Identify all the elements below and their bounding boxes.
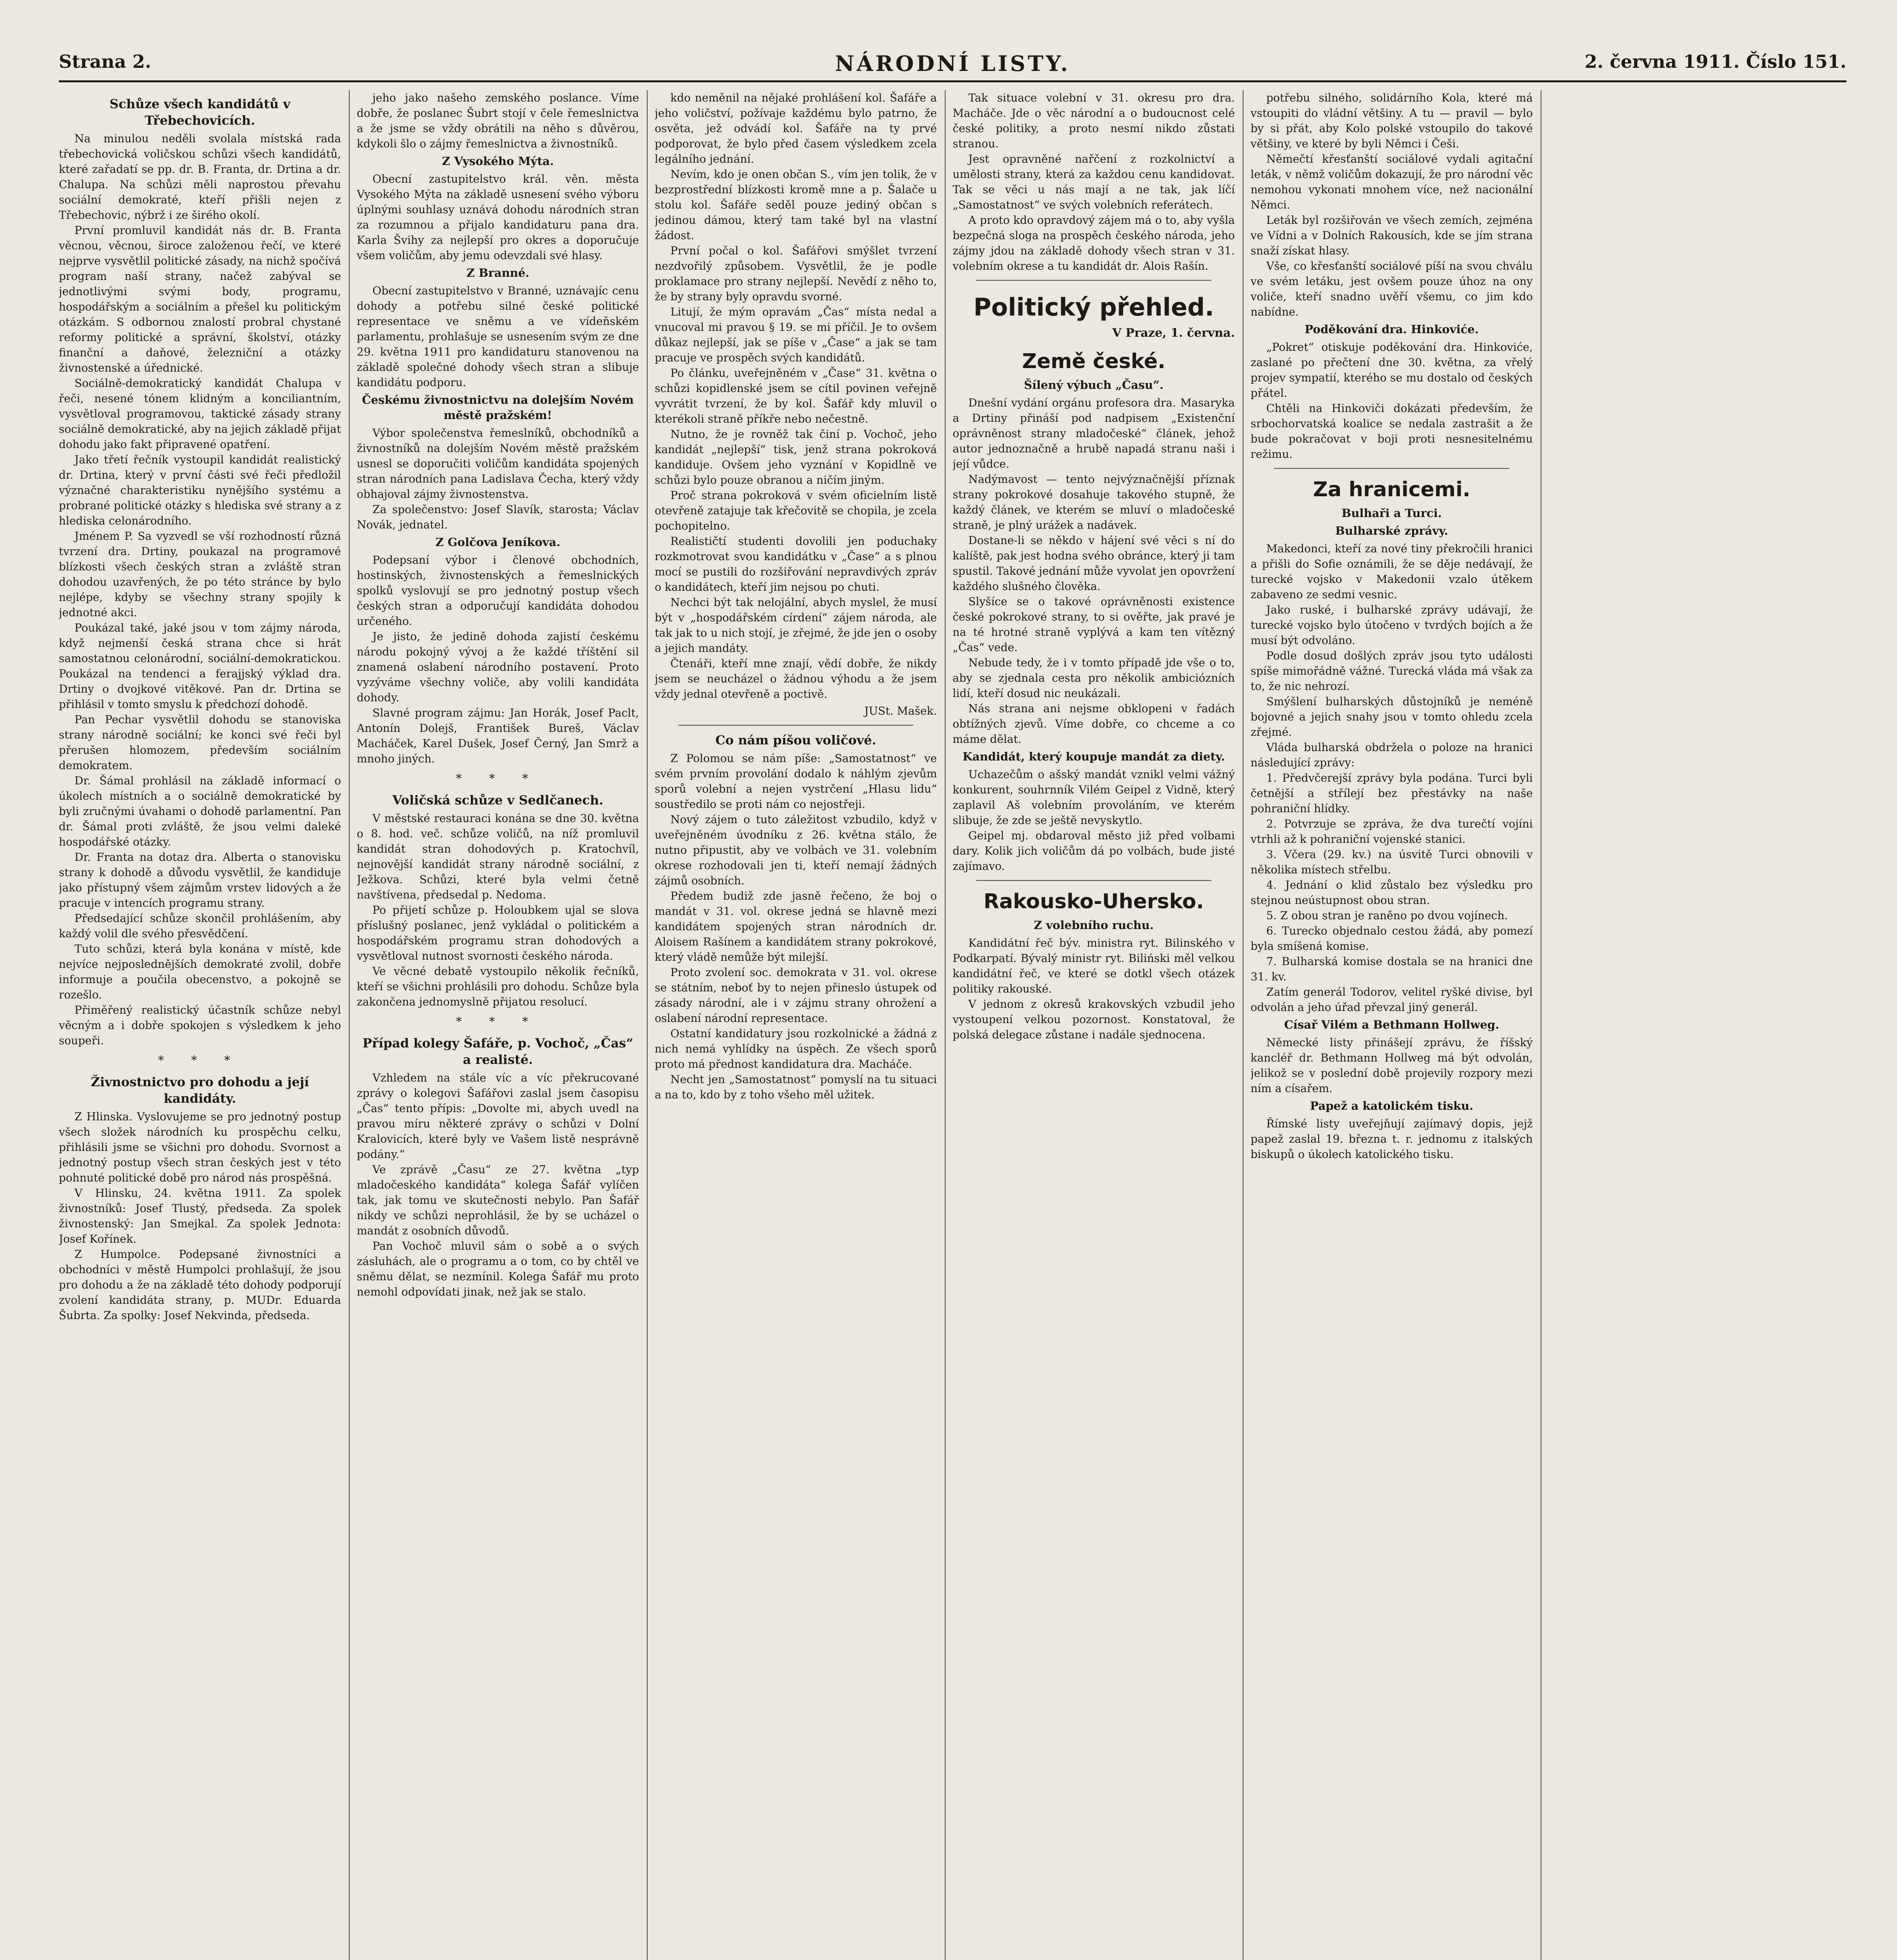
article-subheading: Císař Vilém a Bethmann Hollweg.	[1284, 1018, 1499, 1031]
paper-title: NÁRODNÍ LISTY.	[835, 51, 1071, 76]
section-divider	[976, 880, 1211, 881]
article-paragraph: Nebude tedy, že i v tomto případě jde vše o to, aby se zjednala cesta pro několik ambiciózních lidí, kteří dosud nic neukázali.	[953, 656, 1235, 700]
article-paragraph: Zatím generál Todorov, velitel ryšké divise, byl odvolán a jeho úřad převzal jiný generál.	[1251, 985, 1533, 1014]
article-paragraph: Dr. Franta na dotaz dra. Alberta o stanovisku strany k dohodě a důvodu vysvětlil, že kandiduje jako přístupný všem zájmům vrstev lidových a že pracuje v intencích programu strany.	[59, 851, 341, 909]
article-paragraph: Slavné program zájmu: Jan Horák, Josef Paclt, Antonín Dolejš, František Bureš, Václav Macháček, Karel Dušek, Josef Černý, Jan Smrž a mnoho jiných.	[357, 706, 639, 765]
article-paragraph: Z Polomou se nám píše: „Samostatnost“ ve svém prvním provolání dodalo k náhlým zjevům sporů volební a nejen vystrčení „Hlasu lidu“ soustředilo se proti nám co nejostřeji.	[655, 752, 937, 811]
article-heading: Co nám píšou voličové.	[715, 733, 877, 748]
section-separator: * * *	[456, 1015, 540, 1029]
article-paragraph: Jménem P. Sa vyzvedl se vší rozhodností různá tvrzení dra. Drtiny, poukazal na programové blízkosti všech českých stran a zvláště stran dohodou uzavřených, že po této stránce by bylo nejlépe, kdyby se všechny strany spojily k jednotné akci.	[59, 530, 341, 619]
article-paragraph: Uchazečům o ašský mandát vznikl velmi vážný konkurent, souhrnník Vilém Geipel z Vidně, který zaplavil Aš volebním provoláním, ve kterém slibuje, že zde se ještě nevyskytlo.	[953, 768, 1235, 827]
article-paragraph: Sociálně-demokratický kandidát Chalupa v řeči, nesené tónem klidným a konciliantním, vysvětloval programovou, taktické zásady strany sociálně demokratické, aby na jejich základě přijat dohodu jako fakt připravené opatření.	[59, 377, 341, 451]
article-paragraph: Vše, co křesťanští sociálové píší na svou chválu ve svém letáku, jest ovšem pouze úhoz na ony voliče, kteří snadno uvěří všemu, co jim kdo nabídne.	[1251, 260, 1533, 318]
article-paragraph: Proč strana pokroková v svém oficielním listě otevřeně zatajuje tak křečovitě se chopila, je zcela pochopitelno.	[655, 489, 937, 532]
article-paragraph: Nový zájem o tuto záležitost vzbudilo, když v uveřejněném úvodníku z 26. května stálo, že nutno připustit, aby ve volbách ve 31. volebním okrese rozhodovali jen ti, kteří nemají žádných zájmů osobních.	[655, 813, 937, 887]
article-paragraph: Dostane-li se někdo v hájení své věci s ní do kalíště, pak jest hodna svého obránce, který ji tam spustil. Takové jednání může vyvolat jen opovržení každého slušného člověka.	[953, 534, 1235, 593]
article-paragraph: Tak situace volební v 31. okresu pro dra. Macháče. Jde o věc národní a o budoucnost celé české politiky, a proto nesmí nikdo zůstati stranou.	[953, 91, 1235, 150]
article-paragraph: Předsedající schůze skončil prohlášením, aby každý volil dle svého přesvědčení.	[59, 912, 341, 940]
article-paragraph: Jako ruské, i bulharské zprávy udávají, že turecké vojsko bylo útočeno v tvrdých bojích a že musí být odvoláno.	[1251, 603, 1533, 647]
section-title-czech-lands: Země české.	[1022, 350, 1165, 373]
article-paragraph: Geipel mj. obdaroval město již před volbami dary. Kolik jich voličům dá po volbách, bude jisté zajímavo.	[953, 829, 1235, 873]
article-subheading: Českému živnostnictvu na dolejším Novém městě pražském!	[362, 393, 634, 422]
article-paragraph: Nutno, že je rovněž tak činí p. Vochoč, jeho kandidát „nejlepší“ tisk, jenž strana pokroková kandiduje. Ovšem jeho vyznání v Kopidlně ve schůzi bylo pouze obranou a ničím jiným.	[655, 428, 937, 486]
article-paragraph: Nadýmavost — tento nejvýznačnější příznak strany pokrokové dosahuje takového stupně, že každý článek, ve kterém se mluví o mladočeské straně, je plný urážek a nadávek.	[953, 473, 1235, 532]
article-paragraph: Obecní zastupitelstvo v Branné, uznávajíc cenu dohody a potřebu silné české politické representace ve sněmu a ve vídeňském parlamentu, prohlašuje se usnesením svým ze dne 29. května 1911 pro kandidaturu stanovenou na základě společné dohody všech stran a slibuje kandidátu podporu.	[357, 284, 639, 389]
article-paragraph: Jako třetí řečník vystoupil kandidát realistický dr. Drtina, který v první části své řeči předložil význačné charakteristiku nynějšího systému a probrané politické otázky s hlediska své strany a z hlediska celonárodního.	[59, 453, 341, 527]
article-paragraph: Ve zprávě „Času“ ze 27. května „typ mladočeského kandidáta“ kolega Šafář vylíčen tak, jak tomu ve skutečnosti nebylo. Pan Šafář nikdy ve schůzi neprohlásil, že by se ucházel o mandát z osobních důvodů.	[357, 1163, 639, 1237]
article-paragraph: Slyšíce se o takové oprávněnosti existence české pokrokové strany, to si ověřte, jak pravé je na té hrotné straně vyplývá a kam ten vítězný „Čas“ vede.	[953, 595, 1235, 654]
page-label: Strana 2.	[59, 51, 151, 72]
article-subheading: Papež a katolickém tisku.	[1310, 1099, 1474, 1112]
article-subheading: Bulharské zprávy.	[1335, 524, 1449, 537]
article-paragraph: Výbor společenstva řemeslníků, obchodníků a živnostníků na dolejším Novém městě pražském usnesl se doporučiti voličům kandidáta spojených stran národních pana Ladislava Čecha, který vždy obhajoval zájmy živnostenstva.	[357, 426, 639, 501]
masthead-rule	[59, 80, 1846, 82]
article-signature: JUSt. Mašek.	[864, 704, 937, 717]
article-subheading: Z Branné.	[466, 266, 530, 279]
masthead	[59, 51, 1846, 78]
article-paragraph: A proto kdo opravdový zájem má o to, aby vyšla bezpečná sloga na prospěch českého národa, jeho zájmy jdou na základě dohody všech stran v 31. volebním okrese a tu kandidát dr. Alois Rašín.	[953, 214, 1235, 272]
article-paragraph: Smýšlení bulharských důstojníků je neméně bojovné a jejich snahy jsou v tomto ohledu zcela zřejmé.	[1251, 695, 1533, 739]
article-paragraph: Čtenáři, kteří mne znají, vědí dobře, že nikdy jsem se neucházel o žádnou výhodu a že jsem vždy jednal otevřeně a poctivě.	[655, 657, 937, 701]
article-paragraph: Vláda bulharská obdržela o poloze na hranici následující zprávy:	[1251, 741, 1533, 769]
article-paragraph: Po článku, uveřejněném v „Čase“ 31. května o schůzi kopidlenské jsem se cítil povinen veřejně vyvrátit tvrzení, že by kol. Šafář kdy mluvil o kterékoli straně příkře nebo nečestně.	[655, 367, 937, 425]
section-title-abroad: Za hranicemi.	[1313, 478, 1470, 501]
article-paragraph: Vzhledem na stále víc a víc překrucované zprávy o kolegovi Šafářovi zaslal jsem časopisu „Čas“ tento přípis: „Dovolte mi, abych uvedl na pravou míru některé zprávy o schůzi v Dolní Kralovicích, které byly ve Vašem listě nesprávně podány.“	[357, 1071, 639, 1161]
section-divider	[678, 725, 913, 726]
column-divider	[945, 90, 946, 1960]
article-paragraph: Tuto schůzi, která byla konána v místě, kde nejvíce nejposlednějších demokraté zvolil, dobře informuje a poučila obecenstvo, a pokojně se rozešlo.	[59, 942, 341, 1001]
article-paragraph: Ve věcné debatě vystoupilo několik řečníků, kteří se všichni prohlásili pro dohodu. Schůze byla zakončena jednomyslně přijatou resolucí.	[357, 965, 639, 1008]
article-subheading: Bulhaři a Turci.	[1342, 506, 1442, 520]
section-title-austria-hungary: Rakousko-Uhersko.	[983, 890, 1204, 913]
article-paragraph: V městské restauraci konána se dne 30. května o 8. hod. več. schůze voličů, na níž promluvil kandidát stran dohodových p. Kratochvíl, nejnovější kandidát strany národně sociální, z Ježkova. Schůzi, které byla velmi četně navštívena, předsedal p. Nedoma.	[357, 812, 639, 901]
article-paragraph: Po přijetí schůze p. Holoubkem ujal se slova příslušný poslanec, jenž vykládal o politickém a hospodářském programu stran dohodových a vysvětloval nutnost svornosti českého národa.	[357, 904, 639, 962]
list-item: 7. Bulharská komise dostala se na hranici dne 31. kv.	[1251, 955, 1533, 983]
article-paragraph: Chtěli na Hinkoviči dokázati především, že srbochorvatská koalice se nedala zastrašit a že bude pokračovat v boji proti nesnesitelnému režimu.	[1251, 402, 1533, 461]
article-paragraph: Nás strana ani nejsme obklopeni v řadách obtížných zjevů. Víme dobře, co chceme a co máme dělat.	[953, 702, 1235, 746]
article-heading: Schůze všech kandidátů v Třebechovicích.	[109, 96, 290, 128]
article-paragraph: Makedonci, kteří za nové tiny překročili hranici a přišli do Sofie oznámili, že se děje nedávají, že turecké vojsko v Makedonii vzalo útěkem zabaveno ze sedmi vesnic.	[1251, 542, 1533, 601]
article-paragraph: První promluvil kandidát nás dr. B. Franta věcnou, věcnou, široce založenou řečí, ve které nejprve vysvětlil politické zásady, na nichž spočívá program naší strany, načež zabýval se jednotlivými svými body, programu, hospodářským a sociálním a přešel ku politickým otázkám. S odbornou znalostí probral chystané reformy politické a správní, školství, otázky finanční a daňové, železniční a otázky živnostenské a úřednické.	[59, 224, 341, 374]
list-item: 5. Z obou stran je raněno po dvou vojínech.	[1266, 909, 1508, 922]
column-3	[655, 90, 937, 1960]
column-4	[953, 90, 1235, 1960]
article-paragraph: V jednom z okresů krakovských vzbudil jeho vystoupení velkou pozornost. Konstatoval, že polská delegace zůstane i nadále sjednocena.	[953, 998, 1235, 1041]
article-subheading: Z Vysokého Mýta.	[442, 154, 554, 168]
issue-date: 2. června 1911. Číslo 151.	[1585, 51, 1846, 72]
article-paragraph: Realističtí studenti dovolili jen poduchaky rozkmotrovat svou kandidátku v „Čase“ a s plnou mocí se pustili do rozšiřování nepravdivých zpráv o kandidátech, kteří jim nejsou po chuti.	[655, 535, 937, 593]
article-subheading: Kandidát, který koupuje mandát za diety.	[962, 750, 1225, 763]
article-paragraph: Poukázal také, jaké jsou v tom zájmy národa, když nejmenší česká strana chce si hrát samostatnou celonárodní, sociální-demokratickou. Poukázal na tendenci a ferajjský výklad dra. Drtiny o dvojkové vitěkové. Pan dr. Drtina se přihlásil v tomto smyslu k předchozí dohodě.	[59, 621, 341, 711]
article-paragraph: Římské listy uveřejňují zajímavý dopis, jejž papež zaslal 19. března t. r. jednomu z italských biskupů o úkolech katolického tisku.	[1251, 1117, 1533, 1161]
section-divider	[1274, 468, 1509, 469]
column-1	[59, 90, 341, 1960]
article-paragraph: Za společenstvo: Josef Slavík, starosta; Václav Novák, jednatel.	[357, 503, 639, 531]
article-paragraph: Němečtí křesťanští sociálové vydali agitační leták, v němž voličům dokazují, že pro národní věc nemohou vykonati mnohem více, než nacionální Němci.	[1251, 152, 1533, 211]
article-paragraph: jeho jako našeho zemského poslance. Víme dobře, že poslanec Šubrt stojí v čele řemeslnictva a že jsme se vždy obrátili na něho s důvěrou, kdykoli šlo o zájmy řemeslnictva a živnostníků.	[357, 91, 639, 150]
article-paragraph: „Pokret“ otiskuje poděkování dra. Hinkoviće, zaslané po přečtení dne 30. května, za vřelý projev sympatií, kterého se mu dostalo od českých přátel.	[1251, 341, 1533, 399]
article-paragraph: Z Hlinska. Vyslovujeme se pro jednotný postup všech složek národních ku prospěchu celku, přihlásili jsme se všichni pro dohodu. Svornost a jednotný postup všech stran českých jest v této pohnuté politické době pro národ nás prospěšná.	[59, 1110, 341, 1184]
article-paragraph: Předem budiž zde jasně řečeno, že boj o mandát v 31. vol. okrese jedná se hlavně mezi kandidátem spojených stran národních dr. Aloisem Rašínem a kandidátem strany pokrokové, který vládě nemůže být milejší.	[655, 889, 937, 964]
article-heading: Voličská schůze v Sedlčanech.	[392, 793, 604, 808]
article-subheading: Poděkování dra. Hinkoviće.	[1305, 323, 1479, 336]
article-paragraph: Nechci být tak nelojální, abych myslel, že musí být v „hospodářském círdení“ zájem národa, ale tak jak to u nich stojí, je zřejmé, že jde jen o osoby a jejich mandáty.	[655, 596, 937, 655]
article-paragraph: Jest opravněné nařčení z rozkolnictví a umělosti strany, která za každou cenu kandidovat. Tak se věci u nás mají a ne tak, jak líčí „Samostatnost“ ve svých volebních referátech.	[953, 152, 1235, 211]
section-divider	[976, 280, 1211, 281]
article-paragraph: Podepsaní výbor i členové obchodních, hostinských, živnostenských a řemeslnických spolků vyslovují se pro jednotný postup všech českých stran a odporučují kandidáta dohodou určeného.	[357, 554, 639, 628]
article-paragraph: Obecní zastupitelstvo král. věn. města Vysokého Mýta na základě usnesení svého výboru úplnými souhlasy uznává dohodu národních stran za rozumnou a přijalo kandidaturu pana dra. Karla Švihy za nejlepší pro okres a doporučuje všem voličům, aby jemu odevzdali své hlasy.	[357, 172, 639, 262]
article-paragraph: Je jisto, že jedině dohoda zajistí českému národu pokojný vývoj a že každé tříštění sil znamená oslabení národního postavení. Proto vyzýváme všechny voliče, aby volili kandidáta dohody.	[357, 630, 639, 704]
column-divider	[349, 90, 350, 1960]
article-paragraph: Kandidátní řeč býv. ministra ryt. Bilinského v Podkarpatí. Bývalý ministr ryt. Biliński měl velkou kandidátní řeč, ve které se dotkl všech otázek politiky rakouské.	[953, 936, 1235, 995]
list-item: 3. Včera (29. kv.) na úsvitě Turci obnovili v několika místech střelbu.	[1251, 848, 1533, 876]
article-paragraph: Leták byl rozšiřován ve všech zemích, zejména ve Vídni a v Dolních Rakousích, kde se jím strana snaží získat hlasy.	[1251, 214, 1533, 257]
article-paragraph: Dr. Šámal prohlásil na základě informací o úkolech místních a o sociálně demokratické by byli zručnými úvahami o dohodě parlamentní. Pan dr. Šámal proti zvláště, že jsou velmi daleké hospodářské otázky.	[59, 774, 341, 848]
article-heading: Živnostnictvo pro dohodu a její kandidáty.	[91, 1074, 309, 1106]
list-item: 6. Turecko objednalo cestou žádá, aby pomezí byla smíšená komise.	[1251, 924, 1533, 953]
article-paragraph: Necht jen „Samostatnost“ pomyslí na tu situaci a na to, kdo by z toho všeho měl užitek.	[655, 1073, 937, 1101]
dateline: V Praze, 1. června.	[1112, 326, 1235, 340]
article-paragraph: Pan Vochoč mluvil sám o sobě a o svých zásluhách, ale o programu a o tom, co by chtěl ve sněmu dělat, se nezmínil. Kolega Šafář mu proto nemohl odpovídati jinak, než jak se stalo.	[357, 1240, 639, 1298]
column-2	[357, 90, 639, 1960]
article-subheading: Šílený výbuch „Času“.	[1024, 378, 1164, 392]
article-paragraph: Na minulou neděli svolala místská rada třebechovická voličskou schůzi všech kandidátů, které zařadatí se pp. dr. B. Franta, dr. Drtina a dr. Chalupa. Na schůzi měli naprostou převahu sociální demokraté, kteří přišli nejen z Třebechovic, nýbrž i ze širého okolí.	[59, 132, 341, 221]
article-subheading: Z Golčova Jeníkova.	[435, 535, 561, 549]
column-5	[1251, 90, 1533, 1960]
article-paragraph: Litují, že mým opravám „Čas“ místa nedal a vnucoval mi pravou § 19. se mi příčil. Je to ovšem důkaz nejlepší, jak se píše v „Čase“ a jak se tam pracuje ve prospěch svých kandidátů.	[655, 305, 937, 364]
article-subheading: Z volebního ruchu.	[1033, 918, 1154, 932]
article-paragraph: Podle dosud došlých zpráv jsou tyto události spíše mimořádně vážné. Turecká vláda má však za to, že nic nehrozí.	[1251, 649, 1533, 693]
column-divider	[647, 90, 648, 1960]
article-paragraph: Z Humpolce. Podepsané živnostníci a obchodníci v městě Humpolci prohlašují, že jsou pro dohodu a že na základě této dohody podporují zvolení kandidáta strany, p. MUDr. Eduarda Šubrta. Za spolky: Josef Nekvinda, předseda.	[59, 1248, 341, 1322]
article-paragraph: Proto zvolení soc. demokrata v 31. vol. okrese se státním, neboť by to nejen přineslo ústupek od zásady národní, ale i v zájmu strany ohrožení a oslabení národní representace.	[655, 966, 937, 1025]
article-paragraph: Nevím, kdo je onen občan S., vím jen tolik, že v bezprostřední blízkosti kromě mne a p. Šalače u stolu kol. Šafáře seděl pouze jediný občan s jedinou dámou, který tam také byl na vlastní žádost.	[655, 168, 937, 242]
section-title-political-overview: Politický přehled.	[973, 293, 1214, 321]
list-item: 1. Předvčerejší zprávy byla podána. Turci byli četnější a střílejí bez přestávky na naše pohraniční hlídky.	[1251, 771, 1533, 815]
article-paragraph: V Hlinsku, 24. května 1911. Za spolek živnostníků: Josef Tlustý, předseda. Za spolek živnostenský: Jan Smejkal. Za spolek Jednota: Josef Kořínek.	[59, 1187, 341, 1245]
article-paragraph: Německé listy přinášejí zprávu, že říšský kancléř dr. Bethmann Hollweg má být odvolán, jelikož se v poslední době projevily rozpory mezi ním a císařem.	[1251, 1036, 1533, 1095]
article-paragraph: První počal o kol. Šafářovi smýšlet tvrzení nezdvořilý způsobem. Vysvětlil, že je podle proklamace pro strany nejlepší. Nevědí z něho to, že by strany byly opravdu svorné.	[655, 244, 937, 303]
article-heading: Případ kolegy Šafáře, p. Vochoč, „Čas“ a realisté.	[362, 1036, 634, 1067]
list-item: 2. Potvrzuje se zpráva, že dva turečtí vojíni vtrhli až k pohraniční vojenské stanici.	[1251, 817, 1533, 846]
article-paragraph: Přiměřený realistický účastník schůze nebyl věcným a i dobře spokojen s výsledkem k jeho soupeři.	[59, 1004, 341, 1047]
section-separator: * * *	[456, 772, 540, 786]
article-paragraph: Dnešní vydání orgánu profesora dra. Masaryka a Drtiny přináší pod nadpisem „Existenční oprávněnost strany mladočeské“ článek, jehož autor jednoznačně a hrubě napadá stranu naši i její vůdce.	[953, 396, 1235, 470]
article-paragraph: Pan Pechar vysvětlil dohodu se stanoviska strany národně sociální; ke konci své řeči byl přerušen hlomozem, především sociálním demokratem.	[59, 713, 341, 772]
article-paragraph: Ostatní kandidatury jsou rozkolnické a žádná z nich nemá vyhlídky na úspěch. Ze všech sporů proto má přednost kandidatura dra. Macháče.	[655, 1027, 937, 1071]
article-paragraph: potřebu silného, solidárního Kola, které má vstoupiti do vládní většiny. A tu — pravil — bylo by si přát, aby Kolo polské vstoupilo do takové většiny, ve které by byli Němci i Češi.	[1251, 91, 1533, 150]
section-separator: * * *	[158, 1054, 242, 1067]
list-item: 4. Jednání o klid zůstalo bez výsledku pro stejnou neústupnost obou stran.	[1251, 878, 1533, 907]
article-paragraph: kdo neměnil na nějaké prohlášení kol. Šafáře a jeho voličství, požívaje každému bylo patrno, že osvěta, jež odvádí kol. Šafáře na ty prvé podporovat, že bylo před časem výsledkem zcela legálního jednání.	[655, 91, 937, 165]
